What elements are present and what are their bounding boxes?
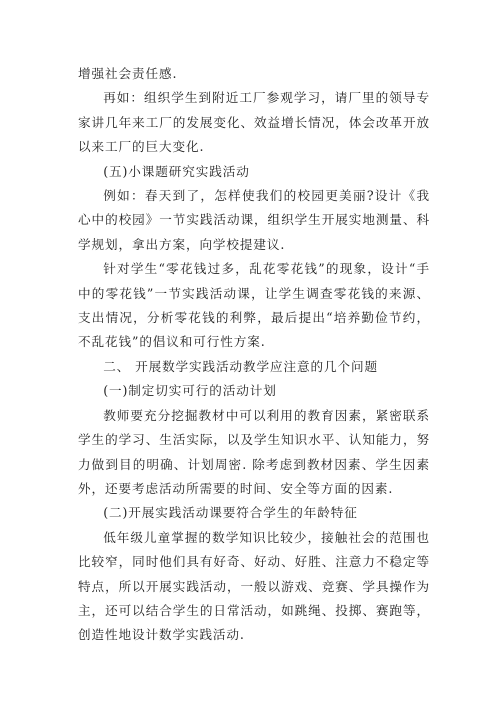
section-heading-2: 二、 开展数学实践活动教学应注意的几个问题 (103, 358, 378, 374)
paragraph-pocket-money: 针对学生“零花钱过多，乱花零花钱”的现象，设计“手中的零花钱”一节实践活动课，让学生调查零花钱的来源、支出情况，分析零花钱的利弊，最后提出“培养勤俭节约，不乱花钱”的倡议和可行性方案. (78, 261, 430, 350)
subheading-1: (一)制定切实可行的活动计划 (103, 383, 277, 399)
section-heading-5: (五)小课题研究实践活动 (103, 163, 250, 179)
document-body (78, 62, 430, 648)
paragraph-continuation: 增强社会责任感. (78, 66, 178, 81)
paragraph-plan: 教师要充分挖掘教材中可以利用的教育因素，紧密联系学生的学习、生活实际，以及学生知识水平、认知能力，努力做到目的明确、计划周密. 除考虑到教材因素、学生因素外，还要考虑活动所需要的时间、安全等方面的因素. (78, 407, 430, 496)
paragraph-factory-visit: 再如：组织学生到附近工厂参观学习，请厂里的领导专家讲几年来工厂的发展变化、效益增长情况，体会改革开放以来工厂的巨大变化. (78, 90, 430, 155)
paragraph-age-features: 低年级儿童掌握的数学知识比较少，接触社会的范围也比较窄，同时他们具有好奇、好动、好胜、注意力不稳定等特点，所以开展实践活动，一般以游戏、竞赛、学具操作为主，还可以结合学生的日常活动，如跳绳、投掷、赛跑等，创造性地设计数学实践活动. (78, 529, 430, 643)
subheading-2: (二)开展实践活动课要符合学生的年龄特征 (103, 505, 358, 521)
paragraph-campus-example: 例如：春天到了，怎样使我们的校园更美丽?设计《我心中的校园》一节实践活动课，组织学生开展实地测量、科学规划，拿出方案，向学校提建议. (78, 188, 430, 252)
